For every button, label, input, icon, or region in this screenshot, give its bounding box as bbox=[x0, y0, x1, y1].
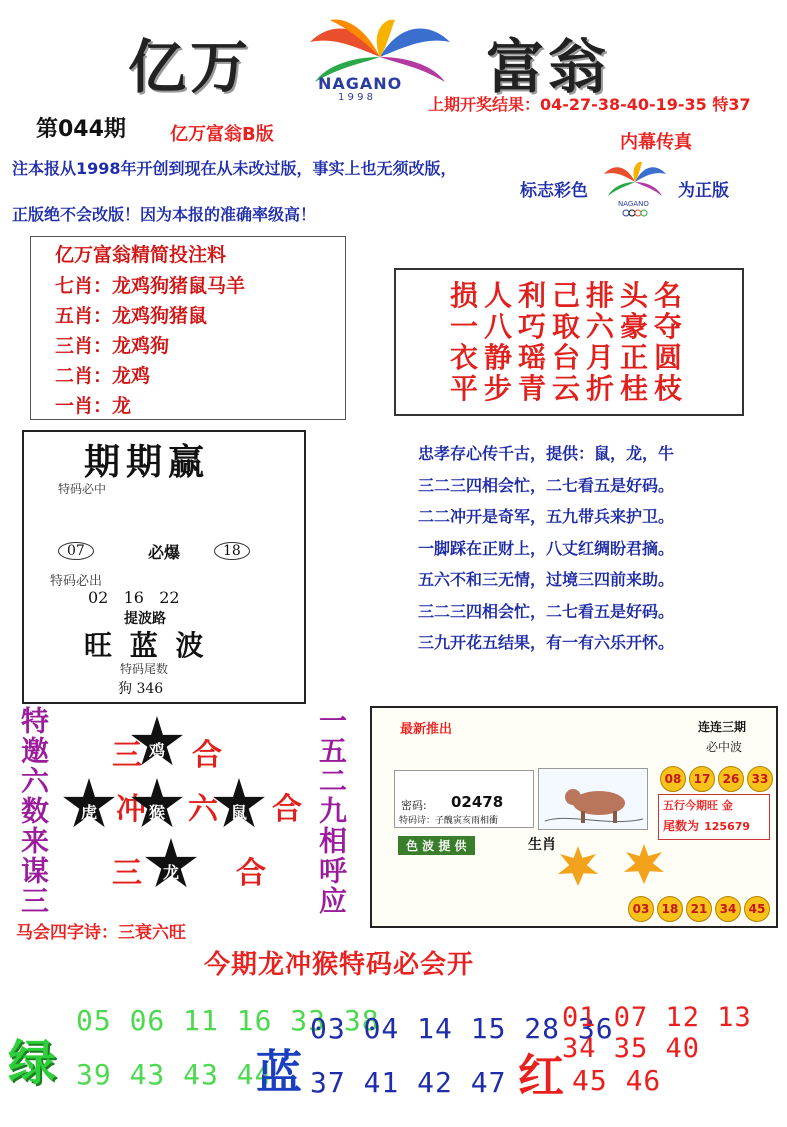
zodiac-line: 五肖：龙鸡狗猪鼠 bbox=[55, 305, 208, 327]
zodiac-line: 二肖：龙鸡 bbox=[55, 365, 151, 387]
horse-poem: 马会四字诗：三衰六旺 bbox=[16, 923, 186, 943]
qiqi-bottom: 狗 346 bbox=[118, 681, 164, 697]
star-hu-label: 虎 bbox=[80, 803, 97, 822]
blue-poem-line: 一脚踩在正财上，八丈红绸盼君摘。 bbox=[418, 538, 675, 558]
green-row1: 05 06 11 16 33 38 bbox=[76, 1004, 380, 1037]
edition-label: 亿万富翁B版 bbox=[170, 124, 274, 145]
qiqi-label1: 特码必出 bbox=[50, 574, 103, 589]
qiqi-nums: 02 16 22 bbox=[88, 588, 180, 607]
notice-line2: 正版绝不会改版！因为本报的准确率级高！ bbox=[12, 205, 317, 224]
ball: 18 bbox=[657, 896, 683, 922]
ox-icon bbox=[539, 769, 647, 829]
blue-poem-line: 二二冲开是奇军，五九带兵来护卫。 bbox=[418, 507, 675, 526]
panel-wave: 必中波 bbox=[706, 740, 743, 754]
mima-label: 密码: bbox=[401, 799, 427, 812]
ball: 17 bbox=[689, 766, 715, 792]
qiqi-n2: 18 bbox=[214, 542, 250, 560]
poem-line: 平步青云折桂枝 bbox=[449, 372, 688, 405]
green-label: 绿 bbox=[8, 1035, 57, 1091]
red-row1: 01 07 12 13 34 35 40 bbox=[562, 1002, 752, 1064]
qiqi-sub1: 特码必中 bbox=[58, 482, 107, 496]
he-1: 合 bbox=[192, 738, 222, 773]
poem-box bbox=[394, 268, 744, 416]
left-vertical-text: 特邀六数来谋三 bbox=[17, 706, 50, 916]
qiqi-label3: 特码尾数 bbox=[120, 662, 169, 676]
mima-value: 02478 bbox=[451, 793, 504, 811]
blue-poem bbox=[418, 438, 778, 659]
zodiac-line: 一肖：龙 bbox=[55, 395, 132, 417]
star-ji-label: 鸡 bbox=[148, 741, 165, 760]
tips-panel bbox=[370, 706, 778, 928]
blue-row1: 03 04 14 15 28 36 bbox=[310, 1012, 614, 1045]
ball: 08 bbox=[660, 766, 686, 792]
fax-label: 内幕传真 bbox=[620, 132, 692, 153]
qiqi-label2: 提波路 bbox=[124, 611, 166, 627]
green-row2: 39 43 43 44 bbox=[76, 1058, 273, 1091]
blue-row2: 37 41 42 47 bbox=[310, 1066, 507, 1099]
ox-picture bbox=[538, 768, 648, 830]
logo-note-right: 为正版 bbox=[678, 181, 729, 201]
poem-line: 一八巧取六豪夺 bbox=[449, 310, 688, 343]
he-3: 合 bbox=[236, 856, 266, 891]
tail-value: 125679 bbox=[704, 820, 751, 833]
blue-label: 蓝 bbox=[256, 1045, 302, 1099]
notice-line1: 注本报从1998年开创到现在从未改过版，事实上也无须改版， bbox=[12, 159, 457, 178]
chong: 冲 bbox=[116, 792, 146, 827]
headline: 今期龙冲猴特码必会开 bbox=[204, 950, 475, 980]
he-2: 合 bbox=[272, 792, 302, 827]
blue-poem-line: 五六不和三无情，过境三四前来助。 bbox=[418, 570, 675, 589]
poem-line: 损人利己排头名 bbox=[449, 279, 688, 312]
issue-label: 第044期 bbox=[36, 117, 126, 142]
qiqi-title: 期期赢 bbox=[84, 441, 211, 483]
red-row2: 45 46 bbox=[572, 1064, 662, 1097]
svg-text:NAGANO: NAGANO bbox=[618, 200, 649, 208]
san-2: 三 bbox=[112, 856, 142, 891]
star-shu-label: 鼠 bbox=[230, 803, 247, 822]
mima-box bbox=[394, 770, 534, 828]
ball: 03 bbox=[628, 896, 654, 922]
small-flower-icon bbox=[598, 156, 672, 218]
small-logo bbox=[598, 156, 672, 218]
wuxing-box bbox=[658, 794, 770, 840]
blue-poem-line: 三二三四相会忙，二七看五是好码。 bbox=[418, 601, 675, 621]
qiqi-must: 必爆 bbox=[148, 543, 181, 562]
ball: 34 bbox=[715, 896, 741, 922]
logo-text: NAGANO bbox=[318, 74, 403, 93]
qiqi-box bbox=[22, 430, 306, 704]
panel-balls-bottom bbox=[628, 896, 773, 922]
sun-icon-2 bbox=[624, 844, 664, 884]
ball: 45 bbox=[744, 896, 770, 922]
title-right: 富翁 bbox=[486, 33, 611, 101]
zodiac-title: 亿万富翁精简投注料 bbox=[55, 244, 227, 266]
ball: 26 bbox=[718, 766, 744, 792]
panel-latest: 最新推出 bbox=[400, 722, 453, 737]
san-1: 三 bbox=[112, 738, 142, 773]
blue-poem-line: 三九开花五结果，有一有六乐开怀。 bbox=[418, 633, 675, 652]
blue-poem-line: 忠孝存心传千古，提供：鼠，龙，牛 bbox=[418, 444, 675, 463]
panel-three: 连连三期 bbox=[698, 720, 747, 734]
zodiac-box bbox=[30, 236, 346, 420]
red-label: 红 bbox=[518, 1049, 564, 1103]
poem-line: 衣静瑶台月正圆 bbox=[449, 341, 688, 374]
title-left: 亿万 bbox=[128, 33, 253, 101]
ball: 33 bbox=[747, 766, 773, 792]
right-vertical-text: 一五二九相呼应 bbox=[315, 706, 348, 916]
logo-year: 1 9 9 8 bbox=[338, 92, 373, 103]
ball: 21 bbox=[686, 896, 712, 922]
panel-shengxiao: 生肖 bbox=[528, 837, 556, 853]
star-long-label: 龙 bbox=[162, 863, 179, 882]
tail-label: 尾数为 bbox=[663, 819, 700, 833]
color-bar: 色 波 提 供 bbox=[398, 836, 475, 855]
blue-poem-line: 三二三四相会忙，二七看五是好码。 bbox=[418, 475, 675, 495]
star-hou-label: 猴 bbox=[148, 803, 165, 822]
zodiac-line: 七肖：龙鸡狗猪鼠马羊 bbox=[55, 275, 246, 297]
wuxing-label: 五行今期旺 金 bbox=[663, 799, 733, 812]
panel-balls-top bbox=[660, 766, 776, 792]
zodiac-line: 三肖：龙鸡狗 bbox=[55, 335, 170, 357]
liu: 六 bbox=[188, 792, 218, 827]
last-result: 上期开奖结果：04-27-38-40-19-35 特37 bbox=[428, 95, 751, 114]
qiqi-n1: 07 bbox=[58, 542, 94, 560]
sun-icon-1 bbox=[558, 846, 598, 886]
logo-note-left: 标志彩色 bbox=[520, 181, 588, 201]
tema-poem: 特码诗：子醜寅亥雨相衝 bbox=[399, 816, 499, 826]
qiqi-wave: 旺 蓝 波 bbox=[84, 629, 208, 662]
